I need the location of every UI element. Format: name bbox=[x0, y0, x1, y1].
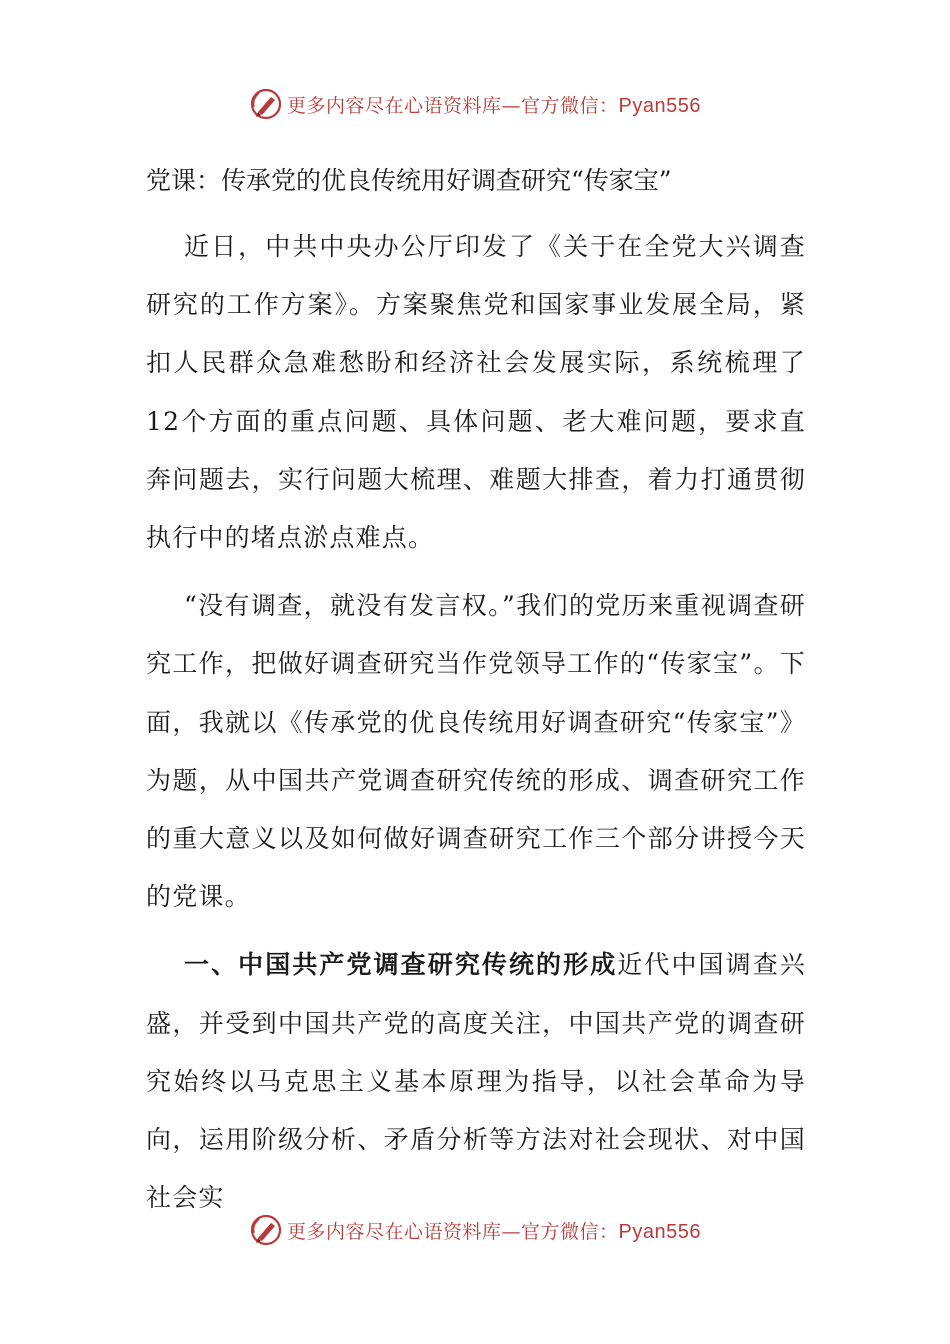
pen-logo-icon bbox=[249, 87, 283, 121]
header-banner bbox=[0, 82, 950, 126]
banner-wechat-id: Pyan556 bbox=[618, 1220, 701, 1243]
pen-logo-icon bbox=[249, 1213, 283, 1247]
section-one-body: 近代中国调查兴盛，并受到中国共产党的高度关注，中国共产党的调查研究始终以马克思主义基本原理为指导，以社会革命为导向，运用阶级分析、矛盾分析等方法对社会现状、对中国社会实 bbox=[146, 950, 807, 1213]
section-one-heading: 一、中国共产党调查研究传统的形成 bbox=[184, 950, 618, 980]
document-body bbox=[146, 152, 806, 1237]
banner-text bbox=[287, 1217, 701, 1244]
paragraph-section-one bbox=[146, 936, 806, 1227]
paragraph-intro: 近日，中共中央办公厅印发了《关于在全党大兴调查研究的工作方案》。方案聚焦党和国家事业发展全局，紧扣人民群众急难愁盼和经济社会发展实际，系统梳理了12个方面的重点问题、具体问题、老大难问题，要求直奔问题去，实行问题大梳理、难题大排查，着力打通贯彻执行中的堵点淤点难点。 bbox=[146, 232, 806, 553]
banner-label: 更多内容尽在心语资料库—官方微信： bbox=[287, 94, 619, 117]
banner-wechat-id: Pyan556 bbox=[618, 94, 701, 117]
document-title: 党课：传承党的优良传统用好调查研究“传家宝” bbox=[146, 166, 672, 195]
footer-banner bbox=[0, 1208, 950, 1252]
banner-text bbox=[287, 91, 701, 118]
paragraph-quote: “没有调查，就没有发言权。”我们的党历来重视调查研究工作，把做好调查研究当作党领导工作的“传家宝”。下面，我就以《传承党的优良传统用好调查研究“传家宝”》为题，从中国共产党调查研究传统的形成、调查研究工作的重大意义以及如何做好调查研究工作三个部分讲授今天的党课。 bbox=[146, 591, 806, 912]
banner-label: 更多内容尽在心语资料库—官方微信： bbox=[287, 1220, 619, 1243]
